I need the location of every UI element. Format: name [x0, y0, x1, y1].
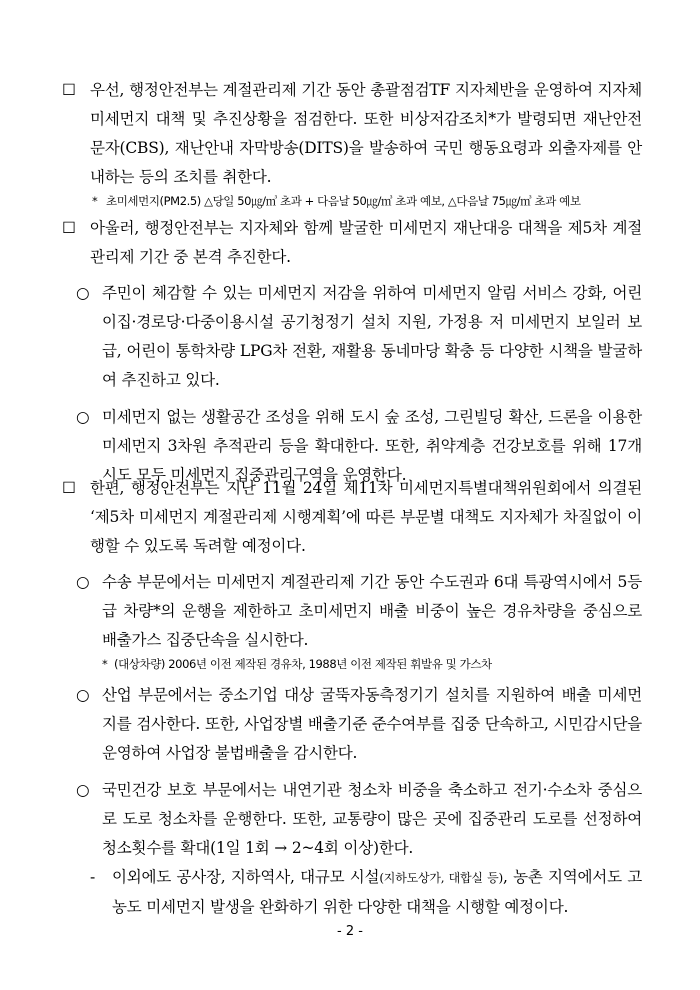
paragraph-2-item-1-text: 주민이 체감할 수 있는 미세먼지 저감을 위하여 미세먼지 알림 서비스 강화, 어린이집·경로당·다중이용시설 공기청정기 설치 지원, 가정용 저 미세먼지 보일러 보급, 어린이 통학차량 LPG차 전환, 재활용 동네마당 확충 등 다양한 시책을 발굴하여 추진하고 있다. [102, 284, 642, 389]
section-2 [62, 214, 642, 490]
square-bullet: ☐ [62, 219, 76, 237]
asterisk-marker: * [92, 194, 98, 208]
paragraph-3-subitem-1-text [62, 863, 642, 922]
square-bullet: ☐ [62, 479, 76, 497]
paragraph-3 [62, 474, 642, 561]
circle-bullet: ○ [76, 686, 90, 704]
subitem-text-before: 이외에도 공사장, 지하역사, 대규모 시설 [112, 868, 380, 886]
paragraph-2-text: 아울러, 행정안전부는 지자체와 함께 발굴한 미세먼지 재난대응 대책을 제5차 계절관리제 기간 중 본격 추진한다. [90, 219, 642, 266]
page-number: - 2 - [337, 924, 363, 939]
paragraph-3-text: 한편, 행정안전부는 지난 11월 24일 제11차 미세먼지특별대책위원회에서 의결된 ‘제5차 미세먼지 계절관리제 시행계획’에 따른 부문별 대책도 지자체가 차질없이 이행할 수 있도록 독려할 예정이다. [90, 479, 642, 555]
circle-bullet: ○ [76, 781, 90, 799]
section-1 [62, 76, 642, 210]
circle-bullet: ○ [76, 573, 90, 591]
paragraph-3-item-3 [62, 776, 642, 863]
section-3 [62, 474, 642, 922]
paragraph-3-item-2-text: 산업 부문에서는 중소기업 대상 굴뚝자동측정기기 설치를 지원하여 배출 미세먼지를 검사한다. 또한, 사업장별 배출기준 준수여부를 집중 단속하고, 시민감시단을 운영하여 사업장 불법배출을 감시한다. [102, 686, 642, 762]
note-1-text: 초미세먼지(PM2.5) △당일 50㎍/㎥ 초과 + 다음날 50㎍/㎥ 초과 예보, △다음날 75㎍/㎥ 초과 예보 [106, 194, 581, 208]
note-2 [62, 655, 642, 673]
circle-bullet: ○ [76, 408, 90, 426]
asterisk-marker: * [102, 657, 108, 671]
note-1 [62, 192, 642, 210]
paragraph-3-item-3-text: 국민건강 보호 부문에서는 내연기관 청소차 비중을 축소하고 전기·수소차 중심으로 도로 청소차를 운행한다. 또한, 교통량이 많은 곳에 집중관리 도로를 선정하여 청소횟수를 확대(1일 1회 → 2~4회 이상)한다. [102, 781, 642, 857]
circle-bullet: ○ [76, 284, 90, 302]
paragraph-2-item-1 [62, 279, 642, 395]
square-bullet: ☐ [62, 81, 76, 99]
paragraph-2 [62, 214, 642, 272]
paragraph-1 [62, 76, 642, 192]
dash-bullet: - [90, 868, 96, 886]
paragraph-1-text: 우선, 행정안전부는 계절관리제 기간 동안 총괄점검TF 지자체반을 운영하여 지자체 미세먼지 대책 및 추진상황을 점검한다. 또한 비상저감조치*가 발령되면 재난안전문자(CBS), 재난안내 자막방송(DITS)을 발송하여 국민 행동요령과 외출자제를 안내하는 등의 조치를 취한다. [90, 81, 642, 186]
note-2-text: (대상차량) 2006년 이전 제작된 경유차, 1988년 이전 제작된 휘발유 및 가스차 [114, 657, 492, 671]
paragraph-3-subitem-1 [62, 863, 642, 922]
paragraph-3-item-2 [62, 681, 642, 768]
paragraph-2-item-2-text: 미세먼지 없는 생활공간 조성을 위해 도시 숲 조성, 그린빌딩 확산, 드론을 이용한 미세먼지 3차원 추적관리 등을 확대한다. 또한, 취약계층 건강보호를 위해 17개 시도 모두 미세먼지 집중관리구역을 운영한다. [102, 408, 642, 484]
paragraph-3-item-1-text: 수송 부문에서는 미세먼지 계절관리제 기간 동안 수도권과 6대 특광역시에서 5등급 차량*의 운행을 제한하고 초미세먼지 배출 비중이 높은 경유차량을 중심으로 배출가스 집중단속을 실시한다. [102, 573, 642, 649]
subitem-parenthetical: (지하도상가, 대합실 등) [379, 871, 503, 885]
subitem-text-after: , 농촌 지역에서도 고농도 미세먼지 발생을 완화하기 위한 다양한 대책을 시행할 예정이다. [112, 868, 643, 916]
paragraph-3-item-1 [62, 568, 642, 655]
